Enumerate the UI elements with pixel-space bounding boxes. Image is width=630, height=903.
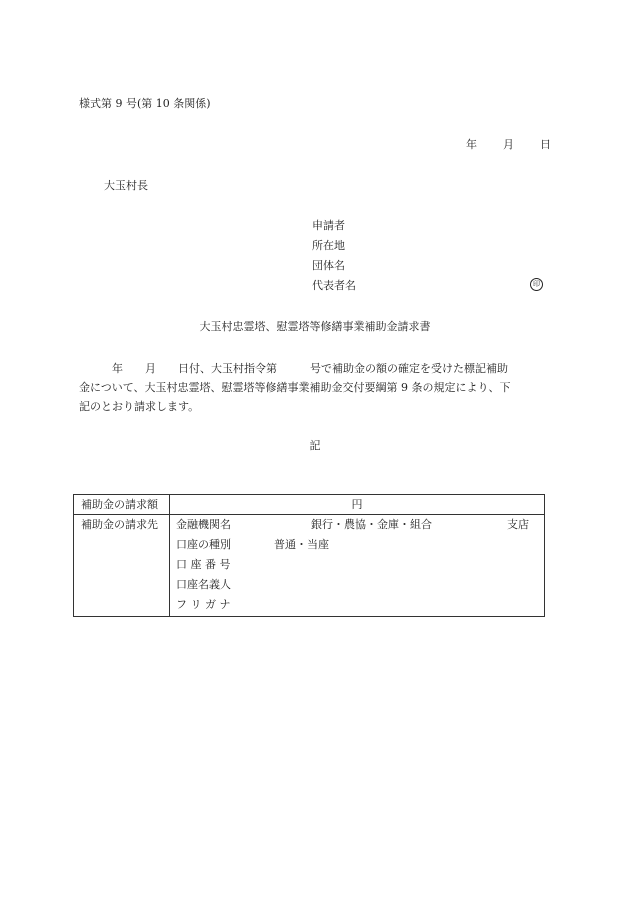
rep-label: 代表者名 <box>312 279 356 292</box>
account-type-label: 口座の種別 <box>176 538 231 551</box>
body-line-1: 年 月 日付、大玉村指令第 号で補助金の額の確定を受けた標記補助 <box>79 362 508 375</box>
date-day: 日 <box>540 138 551 151</box>
bank-row <box>176 518 529 531</box>
account-holder-label: 口座名義人 <box>176 578 231 591</box>
address-label: 所在地 <box>312 239 345 252</box>
ki-heading: 記 <box>309 439 321 452</box>
date-line <box>466 139 551 150</box>
body-line-3: 記のとおり請求します。 <box>79 400 200 413</box>
account-holder-row <box>176 579 231 590</box>
org-label: 団体名 <box>312 259 345 272</box>
branch-label: 支店 <box>507 518 529 531</box>
amount-field[interactable] <box>170 495 545 515</box>
furigana-label: フ リ ガ ナ <box>176 598 231 611</box>
body-line-2: 金について、大玉村忠霊塔、慰霊塔等修繕事業補助金交付要綱第 9 条の規定により、下 <box>79 381 511 394</box>
furigana-row <box>176 599 231 610</box>
seal-icon: 印 <box>530 278 543 291</box>
request-table <box>73 494 545 617</box>
account-number-label: 口 座 番 号 <box>176 558 231 571</box>
amount-unit: 円 <box>351 498 363 511</box>
amount-label: 補助金の請求額 <box>74 495 170 515</box>
account-number-row <box>176 559 231 570</box>
destination-field[interactable] <box>170 515 545 617</box>
applicant-block <box>312 220 356 300</box>
date-month: 月 <box>503 138 514 151</box>
addressee: 大玉村長 <box>104 179 148 192</box>
bank-types: 銀行・農協・金庫・組合 <box>311 518 432 531</box>
form-number: 様式第 9 号(第 10 条関係) <box>79 97 211 110</box>
account-type-options: 普通・当座 <box>274 538 329 551</box>
amount-row <box>74 495 545 515</box>
applicant-heading: 申請者 <box>312 219 345 232</box>
destination-label: 補助金の請求先 <box>74 515 170 617</box>
document-title: 大玉村忠霊塔、慰霊塔等修繕事業補助金請求書 <box>199 320 431 333</box>
date-year: 年 <box>466 138 477 151</box>
bank-label: 金融機関名 <box>176 518 231 531</box>
destination-row <box>74 515 545 617</box>
body-text <box>79 359 551 416</box>
account-type-row <box>176 538 329 551</box>
